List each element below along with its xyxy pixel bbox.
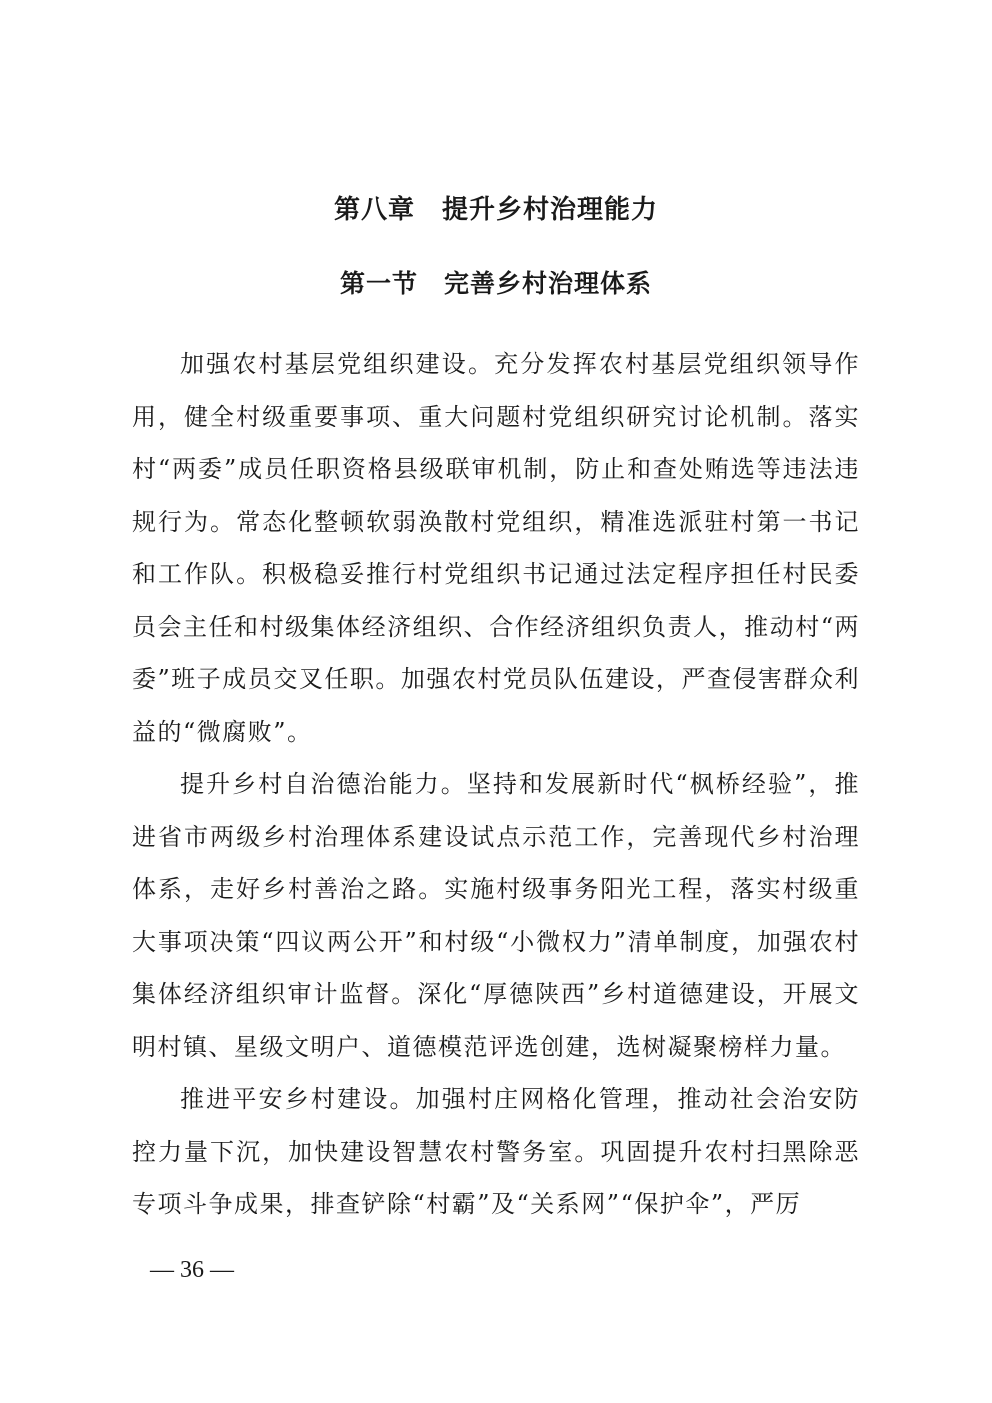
page-number: — 36 —	[150, 1257, 234, 1283]
body-text	[132, 338, 860, 1231]
section-title: 第一节 完善乡村治理体系	[339, 269, 652, 298]
chapter-title: 第八章 提升乡村治理能力	[333, 195, 658, 225]
paragraph-self-governance: 提升乡村自治德治能力。坚持和发展新时代“枫桥经验”，推进省市两级乡村治理体系建设试点示范工作，完善现代乡村治理体系，走好乡村善治之路。实施村级事务阳光工程，落实村级重大事项决策“四议两公开”和村级“小微权力”清单制度，加强农村集体经济组织审计监督。深化“厚德陕西”乡村道德建设，开展文明村镇、星级文明户、道德模范评选创建，选树凝聚榜样力量。	[132, 770, 860, 1061]
paragraph-party-organization: 加强农村基层党组织建设。充分发挥农村基层党组织领导作用，健全村级重要事项、重大问题村党组织研究讨论机制。落实村“两委”成员任职资格县级联审机制，防止和查处贿选等违法违规行为。常态化整顿软弱涣散村党组织，精准选派驻村第一书记和工作队。积极稳妥推行村党组织书记通过法定程序担任村民委员会主任和村级集体经济组织、合作经济组织负责人，推动村“两委”班子成员交叉任职。加强农村党员队伍建设，严查侵害群众利益的“微腐败”。	[132, 350, 860, 746]
paragraph-safe-village: 推进平安乡村建设。加强村庄网格化管理，推动社会治安防控力量下沉，加快建设智慧农村警务室。巩固提升农村扫黑除恶专项斗争成果，排查铲除“村霸”及“关系网”“保护伞”，严厉	[132, 1085, 860, 1218]
